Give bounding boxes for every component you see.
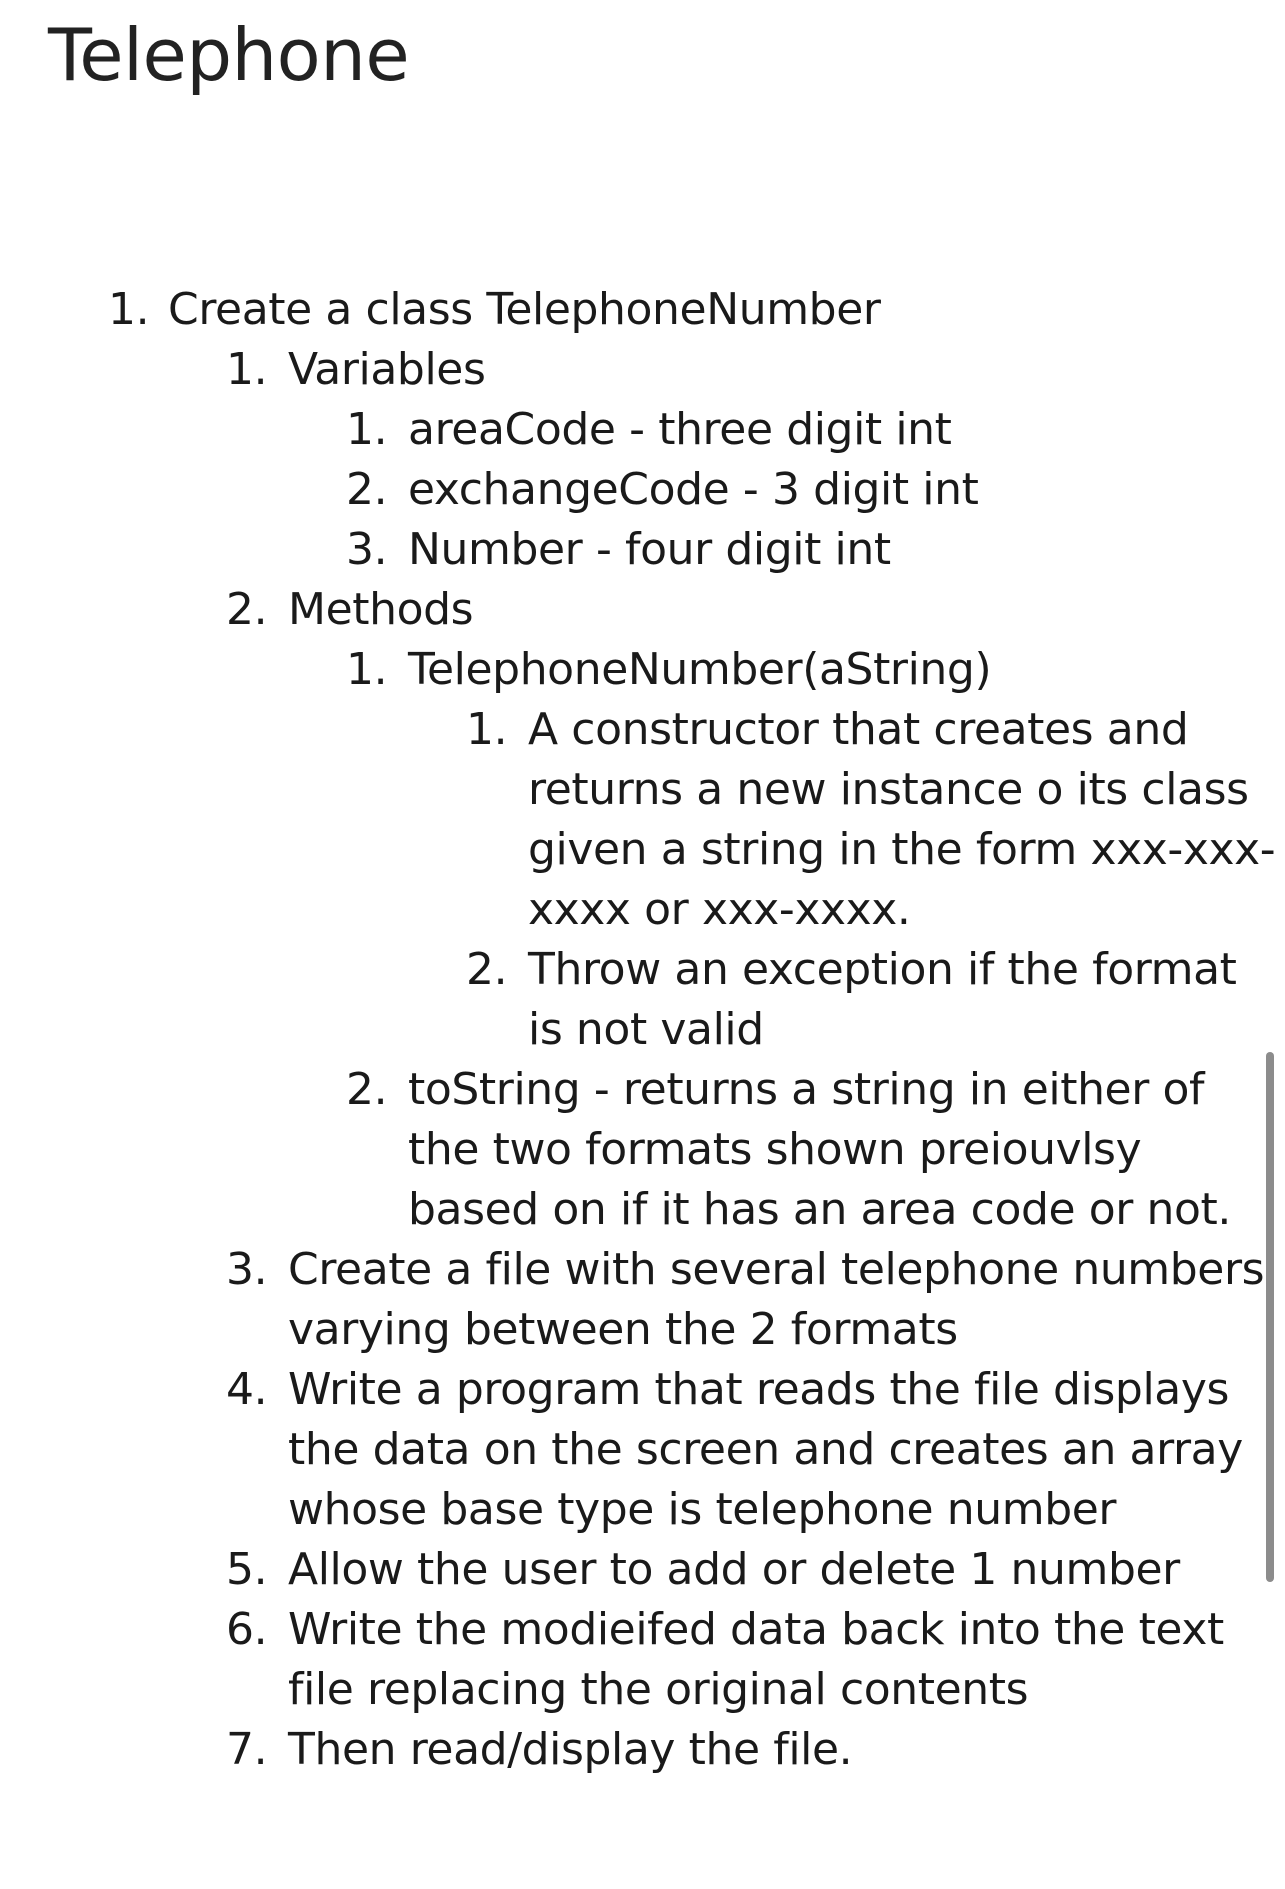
list-number: 4. — [226, 1364, 268, 1415]
list-item — [0, 340, 1285, 400]
list-text-line: is not valid — [528, 1004, 764, 1055]
list-text: Methods — [288, 584, 474, 635]
list-number: 5. — [226, 1544, 268, 1595]
list-number: 1. — [346, 404, 388, 455]
list-item — [0, 640, 1285, 700]
list-item — [0, 280, 1285, 340]
page-title: Telephone — [48, 13, 410, 97]
list-text-line: varying between the 2 formats — [288, 1304, 958, 1355]
list-text-line: file replacing the original contents — [288, 1664, 1029, 1715]
list-item — [0, 580, 1285, 640]
list-text-line: A constructor that creates and — [528, 704, 1189, 755]
list-number: 3. — [226, 1244, 268, 1295]
list-number: 1. — [108, 284, 150, 335]
list-item — [0, 1360, 1285, 1540]
list-text-line: based on if it has an area code or not. — [408, 1184, 1231, 1235]
list-item — [0, 1720, 1285, 1780]
list-number: 1. — [346, 644, 388, 695]
list-text: Variables — [288, 344, 486, 395]
list-text: TelephoneNumber(aString) — [408, 644, 992, 695]
list-number: 1. — [466, 704, 508, 755]
list-number: 2. — [346, 464, 388, 515]
list-item — [0, 940, 1285, 1060]
list-text: exchangeCode - 3 digit int — [408, 464, 979, 515]
list-item — [0, 460, 1285, 520]
list-text-line: Write a program that reads the file displays — [288, 1364, 1229, 1415]
list-text-line: returns a new instance o its class — [528, 764, 1249, 815]
outline-list — [0, 280, 1285, 1780]
list-text-line: Create a file with several telephone numbers — [288, 1244, 1265, 1295]
list-item — [0, 700, 1285, 940]
list-number: 1. — [226, 344, 268, 395]
list-text-line: Write the modieifed data back into the text — [288, 1604, 1224, 1655]
list-item — [0, 1600, 1285, 1720]
list-text: Allow the user to add or delete 1 number — [288, 1544, 1180, 1595]
list-number: 7. — [226, 1724, 268, 1775]
list-item — [0, 520, 1285, 580]
list-text-line: xxxx or xxx-xxxx. — [528, 884, 911, 935]
list-number: 2. — [466, 944, 508, 995]
list-text: Then read/display the file. — [288, 1724, 853, 1775]
list-text-line: whose base type is telephone number — [288, 1484, 1117, 1535]
list-number: 2. — [226, 584, 268, 635]
list-number: 2. — [346, 1064, 388, 1115]
list-text-line: given a string in the form xxx-xxx- — [528, 824, 1276, 875]
list-text-line: toString - returns a string in either of — [408, 1064, 1205, 1115]
vertical-scrollbar[interactable] — [1266, 1052, 1274, 1582]
list-number: 6. — [226, 1604, 268, 1655]
list-text: Number - four digit int — [408, 524, 891, 575]
list-item — [0, 1540, 1285, 1600]
list-item — [0, 1060, 1285, 1240]
list-item — [0, 400, 1285, 460]
list-text-line: the two formats shown preiouvlsy — [408, 1124, 1142, 1175]
list-text-line: Throw an exception if the format — [528, 944, 1237, 995]
list-text-line: the data on the screen and creates an array — [288, 1424, 1243, 1475]
list-text: Create a class TelephoneNumber — [168, 284, 881, 335]
list-text: areaCode - three digit int — [408, 404, 952, 455]
list-item — [0, 1240, 1285, 1360]
list-number: 3. — [346, 524, 388, 575]
